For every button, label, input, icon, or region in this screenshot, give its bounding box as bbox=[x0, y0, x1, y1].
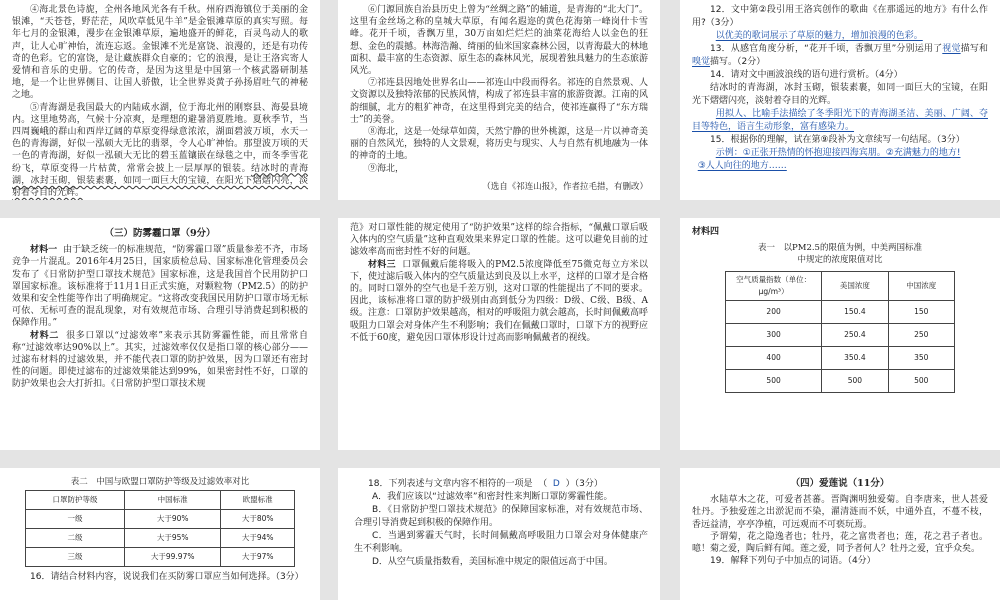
table-header: 中国标准 bbox=[125, 491, 221, 510]
page-7 bbox=[0, 468, 320, 600]
table-cell: 大于80% bbox=[221, 510, 295, 529]
paragraph-5 bbox=[12, 102, 308, 200]
table-cell: 300 bbox=[726, 324, 822, 347]
answer-18: D bbox=[552, 479, 560, 489]
page-9 bbox=[680, 468, 1000, 600]
page-8 bbox=[338, 468, 660, 600]
classical-text-2: 予谓菊，花之隐逸者也；牡丹，花之富贵者也；莲，花之君子者也。噫！菊之爱，陶后鲜有闻。莲之爱，同予者何人？牡丹之爱，宜乎众矣。 bbox=[692, 531, 988, 555]
option-b: B．《日常防护型口罩技术规范》的保障国家标准，对有效规范市场、合理引导消费起到积极的保障作用。 bbox=[354, 505, 648, 528]
paragraph-8: ⑧海北，这是一处绿草如茵，天然宁静的世外桃源，这是一片以神奇美丽的自然风光，独特的人文景观，将历史与现实、人与自然有机地融为一体的神奇的土地。 bbox=[350, 127, 648, 162]
table-cell: 250 bbox=[888, 324, 954, 347]
table-header: 中国浓度 bbox=[888, 271, 954, 300]
paragraph-6: ⑥门源回族自治县历史上曾为“丝绸之路”的辅道，是青海的“北大门”。这里有金丝场之称的皇城大草原，有闻名遐迩的黄色花海第一峰岗什卡雪峰。花开千顷，香飘万里，30万亩如烂烂烂的油菜花海给人以金色的狂想、金色的震撼。林海浩瀚、绮丽的仙米国家森林公园，以青海最大的林地面积、最丰富的生态资源、原生态的森林风光，展现着独具魅力的生态旅游风光。 bbox=[350, 5, 648, 77]
table-cell: 大于90% bbox=[125, 510, 221, 529]
table-cell: 大于95% bbox=[125, 529, 221, 548]
material-2 bbox=[12, 330, 308, 391]
table-cell: 350 bbox=[888, 347, 954, 370]
material-2-continued: 范》对口罩性能的规定使用了“防护效果”这样的综合指标，“佩戴口罩后吸入体内的空气质量”这种直观效果来界定口罩的性能。这可以避免目前的过滤效率高而密封性不好的问题。 bbox=[350, 223, 648, 258]
table-cell: 500 bbox=[726, 370, 822, 393]
question-13-mid: 描写和 bbox=[960, 44, 988, 54]
table-row bbox=[726, 347, 955, 370]
option-d: D．从空气质量指数看，美国标准中规定的限值远高于中国。 bbox=[372, 557, 613, 567]
table-cell: 大于99.97% bbox=[125, 548, 221, 567]
answer-12-text: 以优美的歌词展示了草原的魅力，增加浪漫的色彩。 bbox=[715, 31, 923, 41]
section-title-masks: （三）防雾霾口罩（9分） bbox=[104, 228, 216, 239]
question-18: 18．下列表述与文章内容不相符的一项是 （ D ）（3分） bbox=[368, 479, 603, 489]
material-1-label: 材料一 bbox=[30, 245, 58, 256]
question-14-quote: 结冰时的青海湖，冰封玉砌，银装素裹，如同一面巨大的宝镜，在阳光下熠熠闪亮，淡射着夺目的光辉。 bbox=[692, 83, 988, 106]
option-a: A．我们应该以“过滤效率”和密封性来判断口罩防雾霾性能。 bbox=[372, 492, 613, 502]
table-cell: 250.4 bbox=[822, 324, 888, 347]
answer-12 bbox=[692, 30, 988, 43]
wavy-underlined-sentence: 结冰时的青海湖，冰封玉砌，银装素裹，如同一面巨大的宝镜，在阳光下熠熠闪亮，淡射着夺目的光辉。 bbox=[12, 163, 308, 199]
table-row bbox=[726, 301, 955, 324]
page-1 bbox=[0, 0, 320, 200]
table-header: 欧盟标准 bbox=[221, 491, 295, 510]
answer-14-text: 用拟人、比喻手法描绘了冬季阳光下的青海湖圣洁、美丽、广阔、夺目等特色，语言生动形象，富有感染力。 bbox=[692, 109, 988, 132]
table-mask-levels bbox=[25, 490, 295, 567]
material-1-text: 由于缺乏统一的标准规范，“防雾霾口罩”质量参差不齐，市场竞争一片混乱。2016年4月25日，国家质检总局、国家标准化管理委员会发布了《日常防护型口罩技术规范》国家标准，这是我国首个民用防护口罩国家标准。该标准将于11月1日正式实施，对颗粒物（PM2.5）的防护效果和安全性能等作出了明确规定。“这将改变我国民用防护口罩市场无标可依、无标可查的混乱现象，对有效规范市场、合理引导消费起到积极的保障作用。” bbox=[12, 245, 308, 329]
table-1-caption-2: 中规定的浓度限值对比 bbox=[797, 255, 883, 266]
answer-15-line-1: 示例：①正张开热情的怀抱迎接四海宾朋。②充满魅力的地方! bbox=[715, 148, 961, 158]
paragraph-4: ④海北景色诗旎，全州各地风光各有千秋。州府西海镇位于美丽的金银滩，“天苍苍，野茫茫，风吹草低见牛羊”是金银滩草原的真实写照。每年七月的金银滩，漫步在金银滩草原，遍地盛开的鲜花，百灵鸟动人的歌声，让人心旷神怡，流连忘返。金银滩不光是富饶、浪漫的，还是有功传奇的色彩。它的富饶，是让藏族群众自豪的；它的浪漫，是让王洛宾寄人爱情和音乐的史册。它的传奇，是因为这里是中国第一个核武器研制基地，是一个让世界侧目、让国人骄傲，让全世界炎黄子孙扬眉吐气的神秘之地。 bbox=[12, 5, 308, 101]
page-3 bbox=[680, 0, 1000, 200]
table-row bbox=[26, 529, 295, 548]
table-cell: 200 bbox=[726, 301, 822, 324]
table-cell: 大于97% bbox=[221, 548, 295, 567]
material-2-text: 很多口罩以“过滤效率”来表示其防雾霾性能，而且常常自称“过滤效率达90%以上”。其实，过滤效率仅仅是指口罩的核心部分——过滤布材料的过滤效果，并不能代表口罩的防护效果，因为口罩还有密封性的问题。即使过滤布的过滤效果能达到99%，如果密封性不好，口罩的防护效果也会大打折扣。《日常防护型口罩技术规 bbox=[12, 330, 308, 390]
question-19: 19．解释下列句子中加点的词语。（4分） bbox=[710, 556, 876, 567]
page-4 bbox=[0, 218, 320, 450]
question-18-points: （3分） bbox=[574, 479, 603, 489]
answer-15 bbox=[692, 147, 988, 173]
table-pm25-limits bbox=[725, 271, 955, 393]
table-header: 空气质量指数（单位：μg/m³） bbox=[726, 271, 822, 300]
material-1 bbox=[12, 244, 308, 329]
table-1-caption: 表一 以PM2.5的限值为例，中美两国标准 bbox=[758, 243, 922, 254]
table-header: 口罩防护等级 bbox=[26, 491, 125, 510]
table-cell: 一级 bbox=[26, 510, 125, 529]
page-6 bbox=[680, 218, 1000, 450]
paragraph-5-text: ⑤青海湖是我国最大的内陆咸水湖，位于海北州的刚察县、海晏县境内。这里地势高，气候十分凉爽，是理想的避暑消夏胜地。夏秋季节，当四周巍峨的群山和西岸辽阔的草原变得绿意浓浓，湖面碧波万顷，水天一色的青海湖，好似一泓硕大无比的翡翠，令人心旷神怡。那望波万顷的天一色的青海湖，好似一泓硕大无比的碧玉蓝镶嵌在绿毯之中，而冬季雪花纷飞，草原变得一片枯黄，常常会披上一层厚厚的银装。 bbox=[12, 102, 308, 174]
table-cell: 二级 bbox=[26, 529, 125, 548]
table-2-caption: 表二 中国与欧盟口罩防护等级及过滤效率对比 bbox=[70, 477, 250, 487]
answer-14 bbox=[692, 108, 988, 134]
question-12: 12．文中第②段引用王洛宾创作的歌曲《在那遥远的地方》有什么作用?（3分） bbox=[692, 5, 988, 28]
paragraph-9: ⑨海北， bbox=[368, 163, 405, 174]
article-source: （选自《祁连山报》，作者拉毛措，有删改） bbox=[482, 181, 648, 192]
paragraph-7: ⑦祁连县因地处世界名山——祁连山中段而得名。祁连的自然景观、人文资源以及独特浓郁的民族风情，构成了祁连县丰富的旅游资源。江南的风韵细腻，北方的粗犷神奇，在这里得到完美的结合，使祁连赢得了“东方瑞士”的美誉。 bbox=[350, 78, 648, 125]
question-13-end: 描写。（2分） bbox=[710, 57, 766, 67]
table-row bbox=[26, 548, 295, 567]
question-13 bbox=[692, 43, 988, 69]
option-c: C．当遇到雾霾天气时，长时间佩戴高呼吸阻力口罩会对身体健康产生不利影响。 bbox=[354, 531, 648, 554]
answer-13-b: 嗅觉 bbox=[692, 57, 711, 67]
material-3 bbox=[350, 259, 648, 344]
material-3-text: 口罩佩戴后能将吸入的PM2.5浓度降低至75微克每立方米以下，使过滤后吸入体内的空气质量达到良及以上水平，这样的口罩才是合格的。同时口罩外的空气也是千差万别，这对口罩的性能提出了不同的要求。因此，该标准将口罩的防护级别由高到低分为四级：D级、C级、B级、A级。注意：口罩防护效果越高，相对的呼吸阻力就会越高，长时间佩戴高呼吸阻力口罩会对身体产生不利影响；我们在佩戴口罩时，口罩下方的视野应不低于60度，避免因口罩体形设计过高而影响佩戴者的视线。 bbox=[350, 259, 648, 343]
table-row bbox=[726, 324, 955, 347]
question-15: 15．根据你的理解，试在第⑨段补为文章续写一句结尾。（3分） bbox=[710, 135, 965, 145]
question-13-text: 13．从感官角度分析，“花开千顷，香飘万里”分别运用了 bbox=[710, 44, 943, 54]
table-header-row bbox=[726, 271, 955, 300]
table-cell: 400 bbox=[726, 347, 822, 370]
table-row bbox=[26, 510, 295, 529]
question-18-text: 18．下列表述与文章内容不相符的一项是 bbox=[368, 479, 533, 489]
section-title-ailian: （四）爱莲说（11分） bbox=[790, 478, 890, 489]
table-header-row bbox=[26, 491, 295, 510]
table-cell: 150.4 bbox=[822, 301, 888, 324]
page-5 bbox=[338, 218, 660, 450]
table-cell: 150 bbox=[888, 301, 954, 324]
material-4-label: 材料四 bbox=[692, 227, 720, 237]
page-2 bbox=[338, 0, 660, 200]
table-cell: 350.4 bbox=[822, 347, 888, 370]
answer-15-line-2: ③人人向往的地方…… bbox=[697, 161, 787, 171]
table-cell: 三级 bbox=[26, 548, 125, 567]
table-row bbox=[726, 370, 955, 393]
table-cell: 500 bbox=[822, 370, 888, 393]
table-cell: 大于94% bbox=[221, 529, 295, 548]
question-14: 14．请对文中画波浪线的语句进行赏析。（4分） bbox=[710, 70, 903, 80]
question-16: 16．请结合材料内容，说说我们在买防雾口罩应当如何选择。（3分） bbox=[30, 572, 304, 583]
material-2-label: 材料二 bbox=[30, 330, 60, 341]
table-cell: 500 bbox=[888, 370, 954, 393]
classical-text-1: 水陆草木之花，可爱者甚蕃。晋陶渊明独爱菊。自李唐来，世人甚爱牡丹。予独爱莲之出淤泥而不染，濯清涟而不妖，中通外直，不蔓不枝，香远益清，亭亭净植，可远观而不可亵玩焉。 bbox=[692, 495, 988, 530]
answer-13-a: 视觉 bbox=[942, 44, 961, 54]
table-header: 美国浓度 bbox=[822, 271, 888, 300]
material-3-label: 材料三 bbox=[368, 259, 396, 270]
